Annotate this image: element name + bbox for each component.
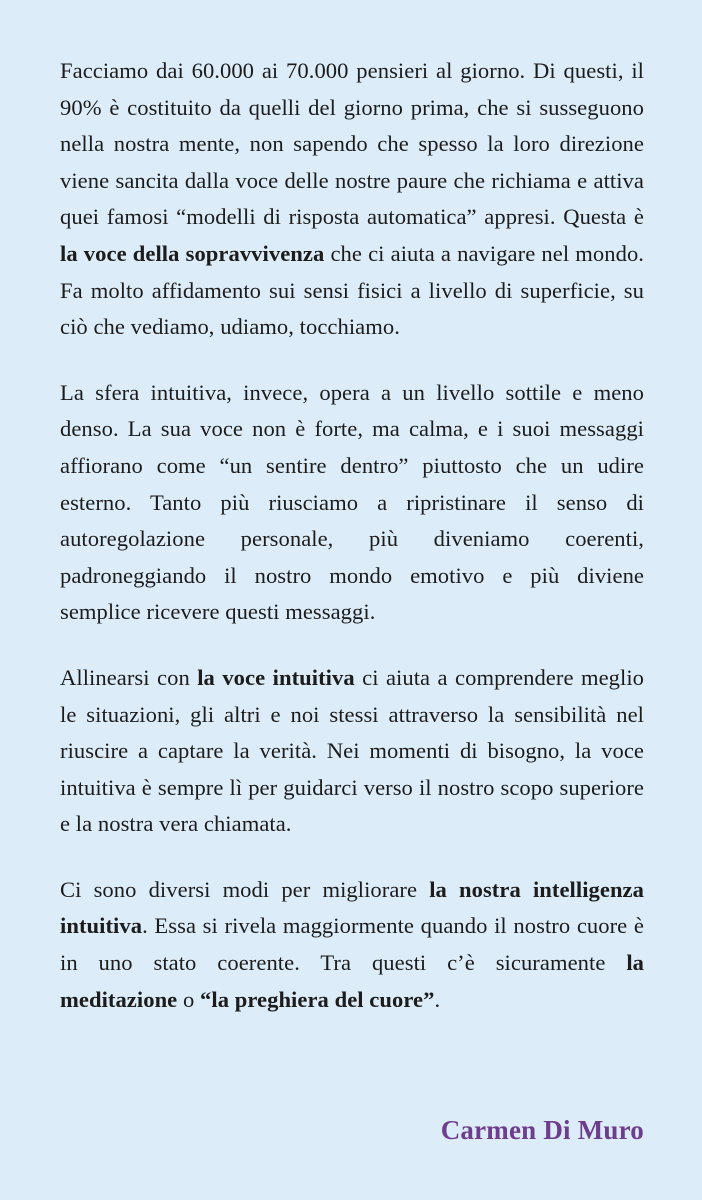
author-signature: Carmen Di Muro — [440, 1115, 644, 1145]
bold-phrase: la nostra intelligenza intuitiva — [60, 876, 644, 939]
text-run: . — [434, 986, 441, 1012]
paragraph-2 — [60, 375, 644, 631]
text-run: Facciamo dai 60.000 ai 70.000 pensieri al giorno. Di questi, il 90% è costituito da quelli del giorno prima, che si susseguono nella nostra mente, non sapendo che spesso la loro direzione viene sancita dalla voce delle nostre paure che richiama e attiva quei famosi “modelli di risposta automatica” appresi. Questa è — [60, 58, 644, 230]
bold-phrase: la voce della sopravvivenza — [60, 240, 325, 266]
bold-phrase: “la preghiera del cuore” — [200, 986, 435, 1012]
text-run: . Essa si rivela maggiormente quando il nostro cuore è in uno stato coerente. Tra questi c’è sicuramente — [60, 913, 644, 976]
bold-phrase: la voce intuitiva — [197, 664, 355, 690]
text-run: Ci sono diversi modi per migliorare — [60, 876, 430, 902]
text-run: o — [177, 986, 201, 1012]
body-text — [60, 53, 644, 1018]
paragraph-1 — [60, 53, 644, 346]
bold-phrase: la meditazione — [60, 950, 644, 1012]
text-run: ci aiuta a comprendere meglio le situazioni, gli altri e noi stessi attraverso la sensibilità nel riuscire a captare la verità. Nei momenti di bisogno, la voce intuitiva è sempre lì per guidarci verso il nostro scopo superiore e la nostra vera chiamata. — [60, 664, 645, 837]
text-run: La sfera intuitiva, invece, opera a un livello sottile e meno denso. La sua voce non è forte, ma calma, e i suoi messaggi affiorano come “un sentire dentro” piuttosto che un udire esterno. Tanto più riusciamo a ripristinare il senso di autoregolazione personale, più diveniamo coerenti, padroneggiando il nostro mondo emotivo e più diviene semplice ricevere questi messaggi. — [60, 379, 644, 625]
text-run: che ci aiuta a navigare nel mondo. Fa molto affidamento sui sensi fisici a livello di superficie, su ciò che vediamo, udiamo, tocchiamo. — [60, 240, 644, 340]
paragraph-4 — [60, 872, 644, 1018]
paragraph-3 — [60, 660, 644, 843]
text-run: Allinearsi con — [60, 664, 198, 690]
